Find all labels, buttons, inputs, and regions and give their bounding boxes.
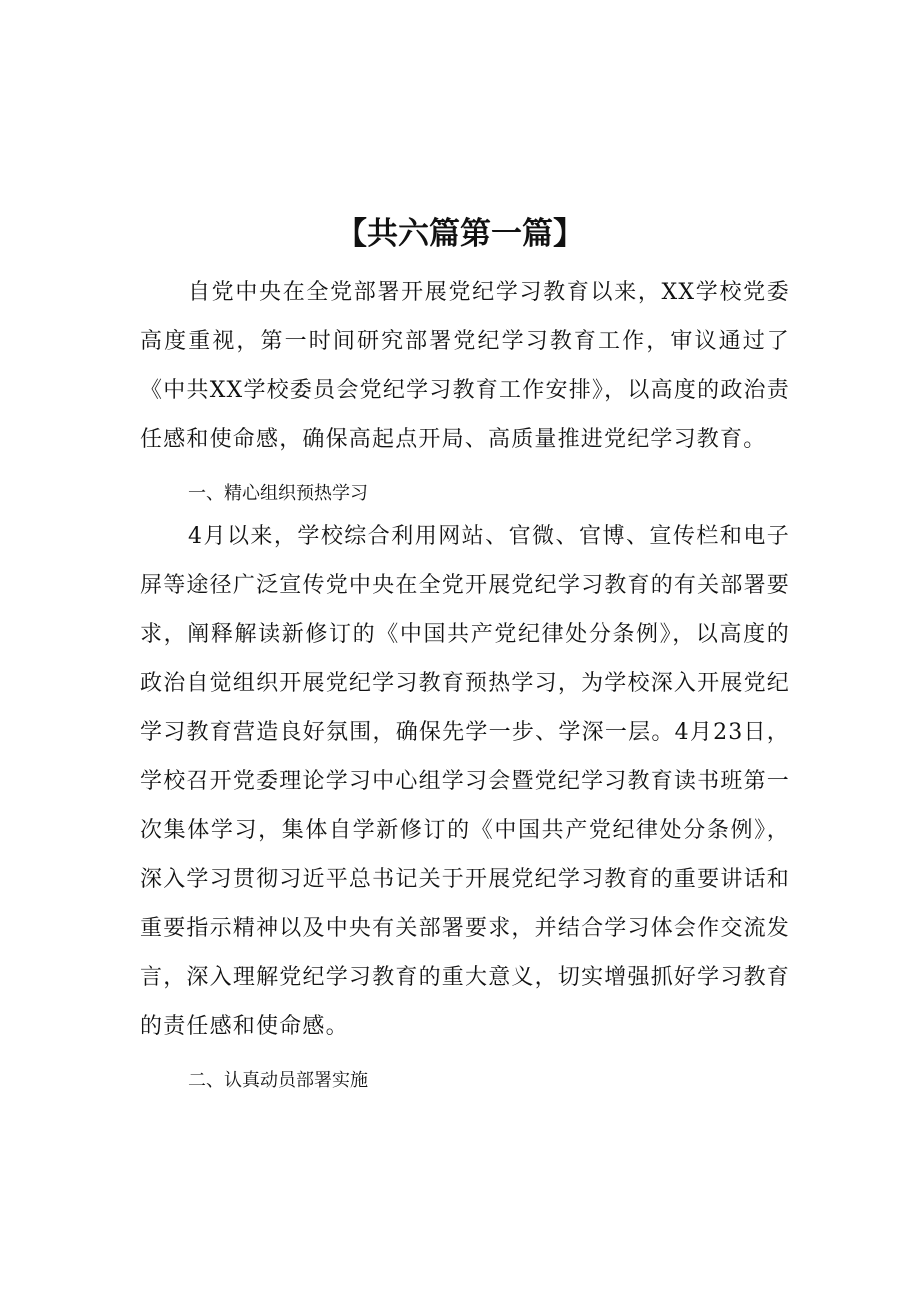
document-title: 【共六篇第一篇】 [336, 216, 584, 252]
section-heading-1: 一、精心组织预热学习 [188, 483, 368, 504]
intro-paragraph: 自党中央在全党部署开展党纪学习教育以来，XX学校党委高度重视，第一时间研究部署党纪学习教育工作，审议通过了《中共XX学校委员会党纪学习教育工作安排》，以高度的政治责任感和使命感，确保高起点开局、高质量推进党纪学习教育。 [140, 280, 790, 452]
section-1-paragraph: 4月以来，学校综合利用网站、官微、官博、宣传栏和电子屏等途径广泛宣传党中央在全党开展党纪学习教育的有关部署要求，阐释解读新修订的《中国共产党纪律处分条例》，以高度的政治自觉组织开展党纪学习教育预热学习，为学校深入开展党纪学习教育营造良好氛围，确保先学一步、学深一层。4月23日，学校召开党委理论学习中心组学习会暨党纪学习教育读书班第一次集体学习，集体自学新修订的《中国共产党纪律处分条例》，深入学习贯彻习近平总书记关于开展党纪学习教育的重要讲话和重要指示精神以及中央有关部署要求，并结合学习体会作交流发言，深入理解党纪学习教育的重大意义，切实增强抓好学习教育的责任感和使命感。 [140, 524, 790, 1039]
section-heading-2: 二、认真动员部署实施 [188, 1070, 368, 1091]
